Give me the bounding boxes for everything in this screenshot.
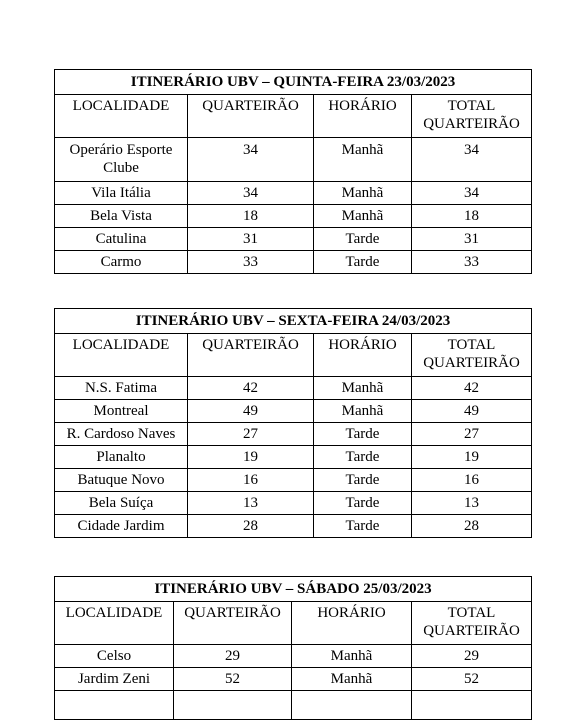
table-row — [55, 138, 532, 182]
table-title: ITINERÁRIO UBV – SEXTA-FEIRA 24/03/2023 — [55, 309, 532, 334]
empty-cell — [412, 691, 532, 720]
cell-quarteirao: 49 — [188, 400, 314, 423]
cell-horario: Tarde — [314, 515, 412, 538]
empty-table-row — [55, 691, 532, 720]
header-localidade: LOCALIDADE — [55, 334, 188, 377]
itinerary-table-saturday — [54, 576, 532, 720]
cell-horario: Manhã — [314, 400, 412, 423]
itinerary-table-friday — [54, 308, 532, 538]
table-title: ITINERÁRIO UBV – QUINTA-FEIRA 23/03/2023 — [55, 70, 532, 95]
cell-total: 49 — [412, 400, 532, 423]
table-row — [55, 668, 532, 691]
cell-quarteirao: 16 — [188, 469, 314, 492]
empty-cell — [55, 691, 174, 720]
header-total-quarteirao: TOTAL QUARTEIRÃO — [412, 602, 532, 645]
header-total-quarteirao: TOTAL QUARTEIRÃO — [412, 334, 532, 377]
cell-localidade: Bela Vista — [55, 205, 188, 228]
cell-total: 33 — [412, 251, 532, 274]
header-horario: HORÁRIO — [314, 95, 412, 138]
table-row — [55, 423, 532, 446]
cell-localidade: Catulina — [55, 228, 188, 251]
cell-total: 42 — [412, 377, 532, 400]
cell-horario: Manhã — [314, 138, 412, 182]
table-row — [55, 182, 532, 205]
table-row — [55, 377, 532, 400]
header-horario: HORÁRIO — [314, 334, 412, 377]
table-row — [55, 228, 532, 251]
table-row — [55, 645, 532, 668]
cell-localidade: Montreal — [55, 400, 188, 423]
cell-total: 29 — [412, 645, 532, 668]
cell-total: 27 — [412, 423, 532, 446]
header-quarteirao: QUARTEIRÃO — [174, 602, 292, 645]
cell-horario: Tarde — [314, 446, 412, 469]
cell-total: 28 — [412, 515, 532, 538]
cell-localidade: Planalto — [55, 446, 188, 469]
cell-quarteirao: 34 — [188, 182, 314, 205]
cell-quarteirao: 34 — [188, 138, 314, 182]
table-row — [55, 515, 532, 538]
table-row — [55, 492, 532, 515]
cell-quarteirao: 31 — [188, 228, 314, 251]
cell-quarteirao: 52 — [174, 668, 292, 691]
table-title: ITINERÁRIO UBV – SÁBADO 25/03/2023 — [55, 577, 532, 602]
cell-localidade: Jardim Zeni — [55, 668, 174, 691]
cell-total: 18 — [412, 205, 532, 228]
cell-total: 34 — [412, 182, 532, 205]
cell-horario: Manhã — [314, 182, 412, 205]
cell-localidade: R. Cardoso Naves — [55, 423, 188, 446]
table-row — [55, 446, 532, 469]
cell-localidade: N.S. Fatima — [55, 377, 188, 400]
header-horario: HORÁRIO — [292, 602, 412, 645]
cell-localidade: Carmo — [55, 251, 188, 274]
cell-localidade: Operário Esporte Clube — [55, 138, 188, 182]
cell-localidade: Batuque Novo — [55, 469, 188, 492]
empty-cell — [292, 691, 412, 720]
header-quarteirao: QUARTEIRÃO — [188, 95, 314, 138]
empty-cell — [174, 691, 292, 720]
cell-total: 19 — [412, 446, 532, 469]
cell-quarteirao: 33 — [188, 251, 314, 274]
header-localidade: LOCALIDADE — [55, 602, 174, 645]
header-total-quarteirao: TOTAL QUARTEIRÃO — [412, 95, 532, 138]
table-row — [55, 205, 532, 228]
table-row — [55, 251, 532, 274]
cell-horario: Tarde — [314, 469, 412, 492]
cell-horario: Manhã — [314, 377, 412, 400]
cell-localidade: Celso — [55, 645, 174, 668]
cell-horario: Tarde — [314, 423, 412, 446]
cell-horario: Tarde — [314, 228, 412, 251]
table-row — [55, 400, 532, 423]
table-row — [55, 469, 532, 492]
cell-horario: Manhã — [292, 645, 412, 668]
header-localidade: LOCALIDADE — [55, 95, 188, 138]
itinerary-table-thursday — [54, 69, 532, 274]
cell-quarteirao: 29 — [174, 645, 292, 668]
cell-localidade: Cidade Jardim — [55, 515, 188, 538]
cell-quarteirao: 13 — [188, 492, 314, 515]
cell-quarteirao: 19 — [188, 446, 314, 469]
cell-total: 31 — [412, 228, 532, 251]
cell-localidade: Vila Itália — [55, 182, 188, 205]
cell-total: 52 — [412, 668, 532, 691]
cell-localidade: Bela Suíça — [55, 492, 188, 515]
cell-total: 13 — [412, 492, 532, 515]
cell-quarteirao: 27 — [188, 423, 314, 446]
cell-total: 16 — [412, 469, 532, 492]
cell-total: 34 — [412, 138, 532, 182]
cell-horario: Manhã — [292, 668, 412, 691]
header-quarteirao: QUARTEIRÃO — [188, 334, 314, 377]
cell-quarteirao: 42 — [188, 377, 314, 400]
cell-quarteirao: 28 — [188, 515, 314, 538]
cell-quarteirao: 18 — [188, 205, 314, 228]
cell-horario: Manhã — [314, 205, 412, 228]
cell-horario: Tarde — [314, 492, 412, 515]
cell-horario: Tarde — [314, 251, 412, 274]
